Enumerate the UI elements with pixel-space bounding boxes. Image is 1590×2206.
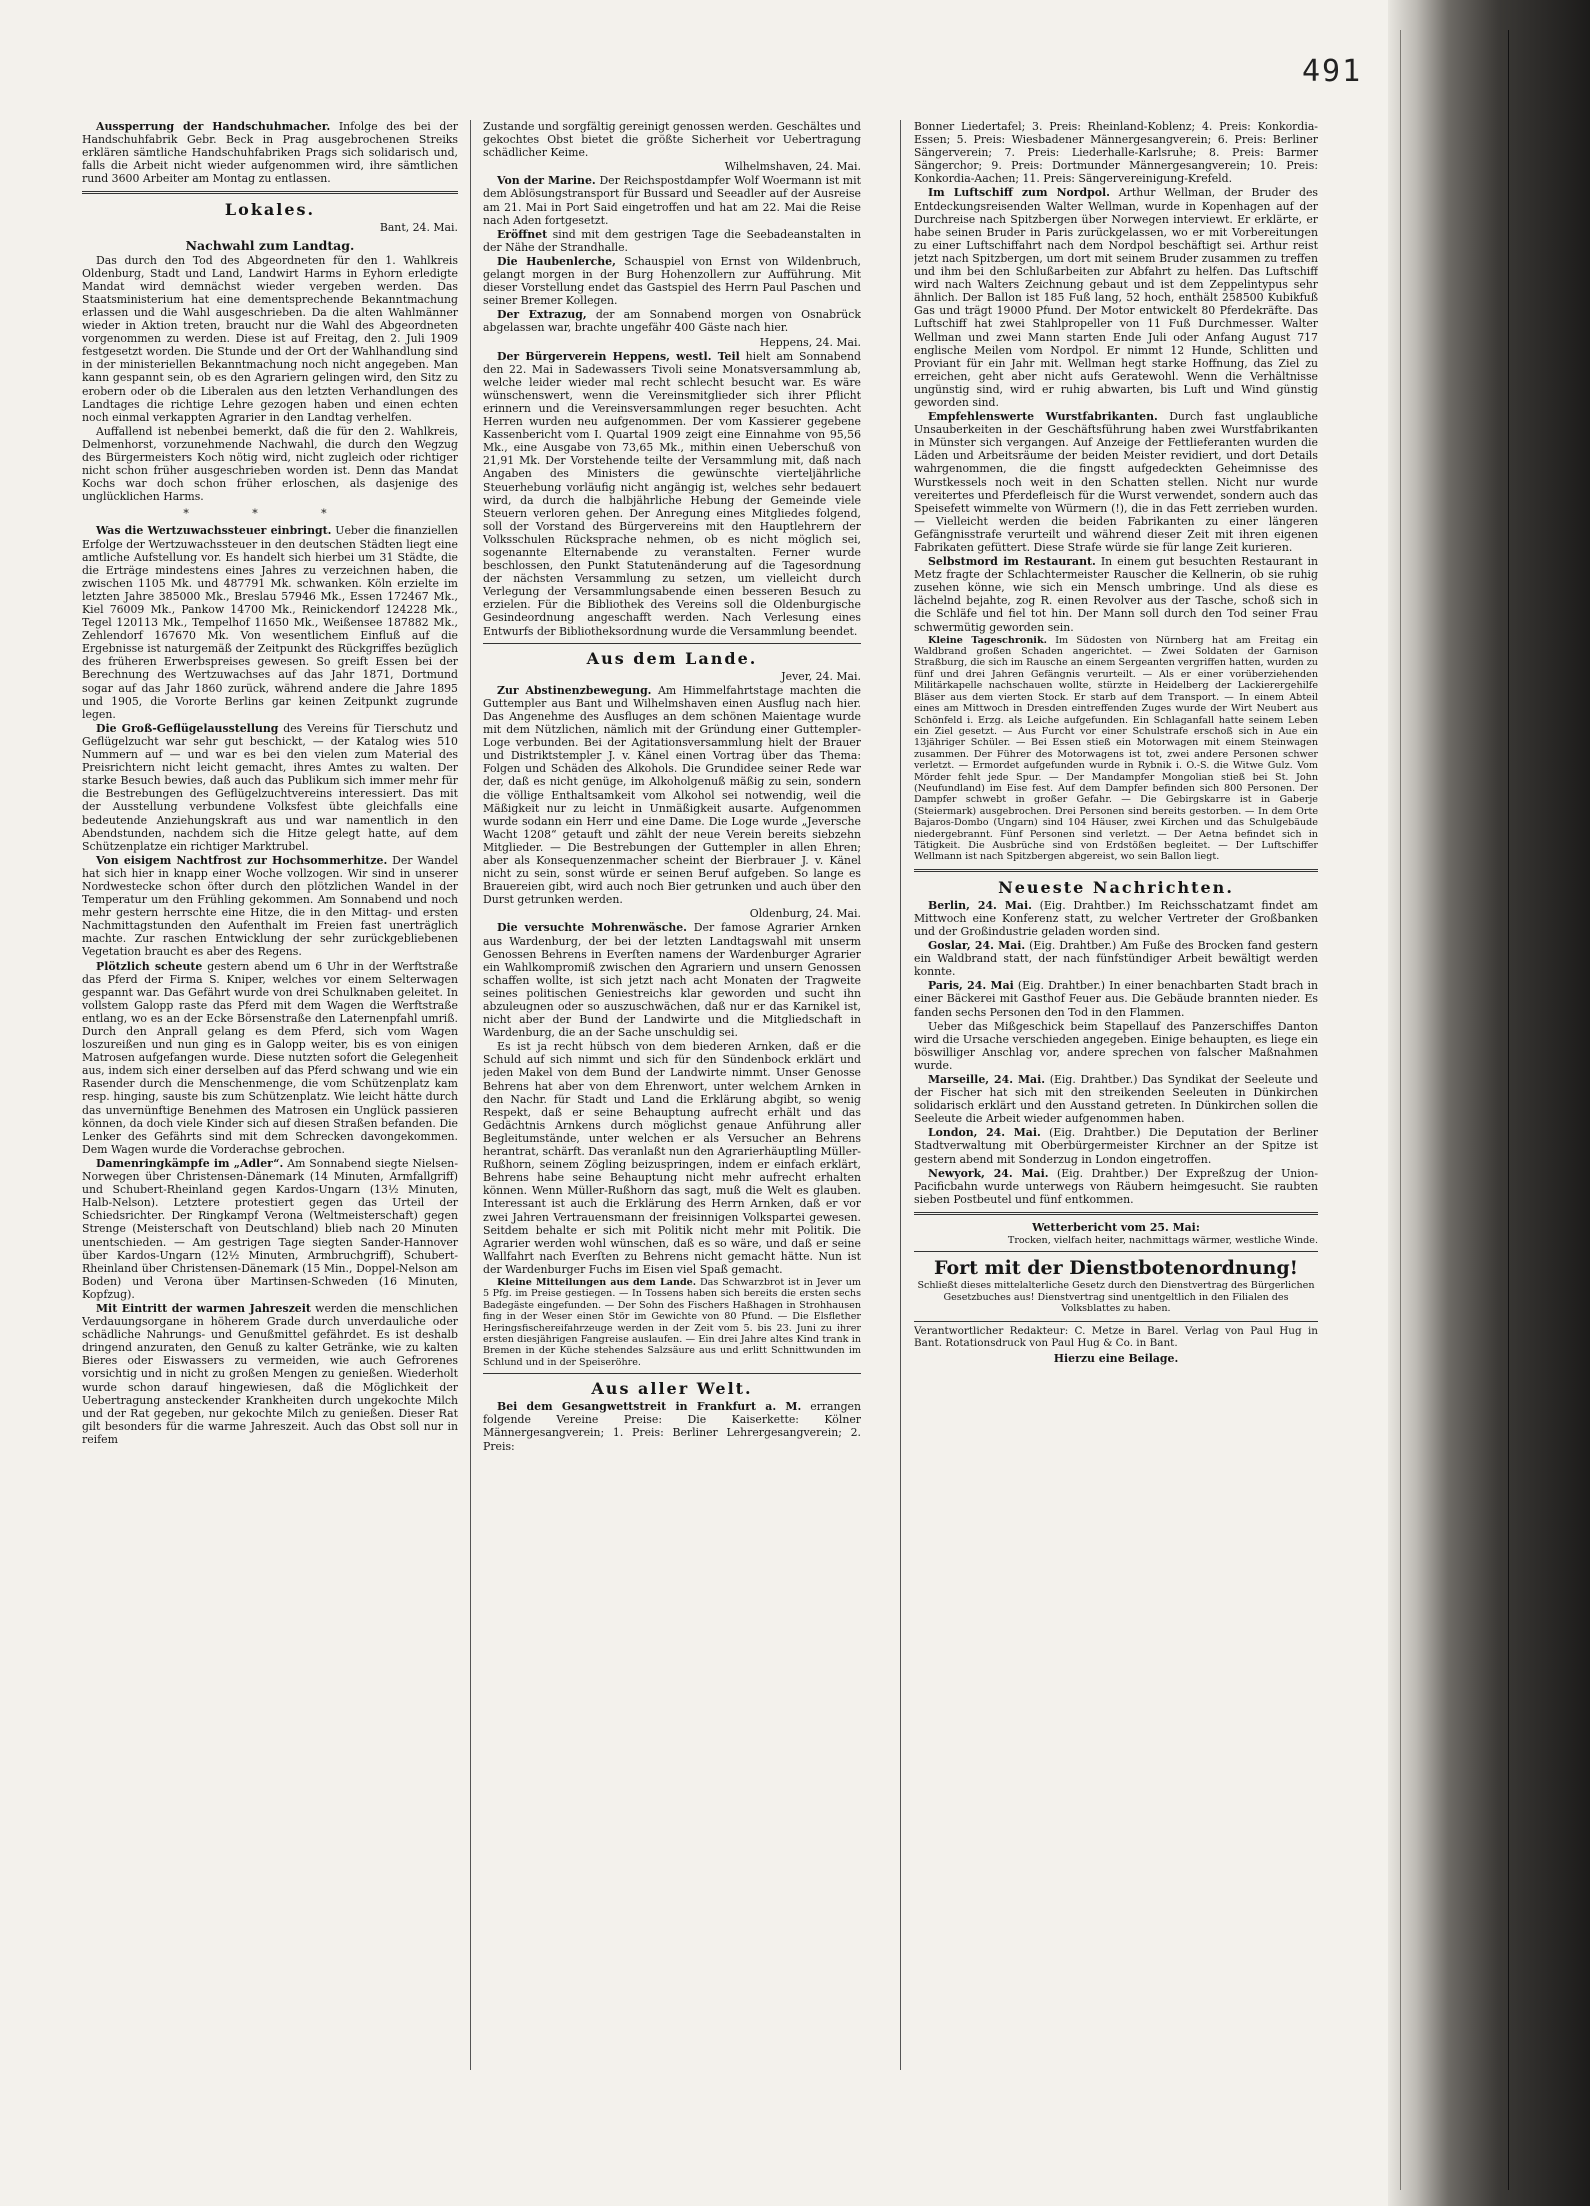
article-body: Schauspiel von Ernst von Wildenbruch, gelangt morgen in der Burg Hohenzollern zur Aufführung. Mit dieser Vorstellung endet das Gastspiel des Herrn Paul Paschen und seiner Bremer Kollegen. (483, 254, 861, 308)
weather-title: Wetterbericht vom 25. Mai: (1032, 1220, 1200, 1234)
divider (914, 869, 1318, 872)
article-aussperrung (82, 120, 458, 185)
news-location: London, 24. Mai. (928, 1126, 1041, 1140)
weather-text: Trocken, vielfach heiter, nachmittags wärmer, westliche Winde. (1007, 1235, 1318, 1247)
article-body: Es ist ja recht hübsch von dem biederen Arnken, daß er die Schuld auf sich nimmt und sich für den Sündenbock erklärt und jeden Makel von dem Bund der Landwirte nimmt. Unser Genosse Behrens hat aber von dem Ehrenwort, unter welchem Arnken in den Nachr. für Stadt und Land die Erklärung abgibt, so wenig Respekt, daß er seine Behauptung aufrecht erhält und das Gedächtnis Arnkens durch möglichst genaue Anführung aller Begleitumstände, unter welchen er als Versucher an Behrens herantrat, schärft. Das veranlaßt nun den Agrarierhäuptling Müller-Rußhorn, seinem Zögling beizuspringen, indem er einfach erklärt, Behrens habe seine Behauptung nicht mehr aufrecht erhalten können. Wenn Müller-Rußhorn das sagt, muß die Welt es glauben. Interessant ist auch die Erklärung des Herrn Arnken, daß er vor zwei Jahren Vertrauensmann der freisinnigen Volkspartei gewesen. Seitdem behalte er sich mit Politik nicht mehr mit Politik. Die Agrarier werden wohl wünschen, daß es so wäre, und daß er seine Wallfahrt nach Everſten zu Behrens nicht gemacht hätte. Nun ist der Wardenburger Fuchs im Eisen viel Spaß gemacht. (483, 1040, 861, 1276)
article-title: Die versuchte Mohrenwäsche. (497, 921, 687, 935)
article-body: gestern abend um 6 Uhr in der Werftstraße das Pferd der Firma S. Kniper, welches vor einem Selterwagen gespannt war. Das Gefährt wurde von drei Schulknaben geleitet. In vollstem Galopp raste das Pferd mit dem Wagen die Werftstraße entlang, wo es an der Ecke Börsenstraße den Laternenpfahl umriß. Durch den Anprall gelang es dem Pferd, sich vom Wagen loszureißen und nun ging es in Galopp weiter, bis es von einigen Matrosen aufgefangen wurde. Diese nutzten sofort die Gelegenheit aus, indem sich einer derselben auf das Pferd schwang und wie ein Rasender durch die Menschenmenge, die vom Schützenplatz kam resp. hinging, sauste bis zum Schützenplatz. Wie leicht hätte durch das unvernünftige Benehmen des Matrosen ein Unglück passieren können, da doch viele Kinder sich auf diesen Straßen befanden. Die Lenker des Gefährts sind mit dem Schrecken davongekommen. Dem Wagen wurde die Vorderachse gebrochen. (82, 959, 458, 1156)
article-title: Bei dem Gesangwettstreit in Frankfurt a. M. (497, 1400, 802, 1414)
article-title: Aussperrung der Handschuhmacher. (96, 120, 331, 133)
divider (82, 191, 458, 194)
article-title: Eröffnet (497, 227, 548, 241)
article-body: Der famose Agrarier Arnken aus Wardenburg, der bei der letzten Landtagswahl mit unserm Genossen Behrens in Everſten namens der Wardenburger Agrarier ein Wahlkompromiß zwischen den Agrariern und unsern Genossen schaffen wollte, ist sich jetzt nach acht Monaten der Tragweite seines politischen Geniestreichs klar geworden und sucht ihn abzuleugnen oder so auszuschwächen, daß nur er das Karnikel ist, nicht aber der Bund der Landwirte und die Mitgliedschaft in Wardenburg, die an der Sache unschuldig sei. (483, 921, 861, 1040)
dateline: Bant, 24. Mai. (379, 221, 458, 235)
article-body: Arthur Wellman, der Bruder des Entdeckungsreisenden Walter Wellman, wurde in Kopenhagen auf der Durchreise nach Spitzbergen über Norwegen interviewt. Er erklärte, er habe seinen Bruder in Paris zurückgelassen, wo er mit Vorbereitungen zu einer Luftschiffahrt nach dem Nordpol beschäftigt sei. Arthur reist jetzt nach Spitzbergen, um dort mit seinem Bruder zusammen zu treffen und ihm bei den Schlußarbeiten zur Abfahrt zu helfen. Das Luftschiff wird nach Walters Zeichnung gebaut und ist dem Zeppelintypus sehr ähnlich. Der Ballon ist 185 Fuß lang, 52 hoch, enthält 258500 Kubikfuß Gas und trägt 19000 Pfund. Der Motor entwickelt 80 Pferdekräfte. Das Luftschiff hat zwei Stahlpropeller von 11 Fuß Durchmesser. Walter Wellman und zwei Mann starten Ende Juli oder Anfang August 717 englische Meilen vom Nordpol. Er nimmt 12 Hunde, Schlitten und Proviant für ein Jahr mit. Wellman hegt starke Hoffnung, das Ziel zu erreichen, geht aber nicht aufs Geratewohl. Wenn die Verhältnisse ungünstig sind, wird er ruhig abwarten, bis Luft und Wind günstig geworden sind. (914, 186, 1318, 409)
article-title: Die Haubenlerche, (497, 254, 616, 268)
dateline: Oldenburg, 24. Mai. (749, 907, 861, 921)
appeal-heading: Fort mit der Dienstbotenordnung! (934, 1257, 1298, 1280)
article-body: Der Wandel hat sich hier in knapp einer Woche vollzogen. Wir sind in unserer Nordwestecke schon öfter durch den plötzlichen Wandel in der Temperatur um den Frühling gekommen. Am Sonnabend und noch mehr gestern herrschte eine Hitze, die in den Mittag- und ersten Nachmittagstunden den Aufenthalt im Freien fast unerträglich machte. Zur raschen Entwicklung der sehr zurückgebliebenen Vegetation braucht es aber des Regens. (82, 853, 458, 959)
imprint: Verantwortlicher Redakteur: C. Metze in Barel. Verlag von Paul Hug in Bant. Rotationsdruck von Paul Hug & Co. in Bant. (914, 1321, 1318, 1350)
article-body: Infolge des bei der Handschuhfabrik Gebr. Beck in Prag ausgebrochenen Streiks erklären sämtliche Handschuhfabriken Prags sich solidarisch und, falls die Arbeit nicht wieder aufgenommen wird, ihre sämtlichen rund 3600 Arbeiter am Montag zu entlassen. (82, 120, 458, 186)
column-3 (914, 120, 1318, 2054)
article-title: Im Luftschiff zum Nordpol. (928, 186, 1110, 200)
news-source: (Eig. Drahtber.) (1056, 1166, 1149, 1180)
article-body: Am Sonnabend siegte Nielsen-Norwegen über Christensen-Dänemark (14 Minuten, Armfallgriff) und Schubert-Rheinland gegen Kardos-Ungarn (13½ Minuten, Halb-Nelson). Letztere protestiert gegen das Urteil der Schiedsrichter. Der Ringkampf Verona (Weltmeisterschaft) gegen Strenge (Meisterschaft von Deutschland) blieb nach 20 Minuten unentschieden. — Am gestrigen Tage siegten Sander-Hannover über Kardos-Ungarn (12½ Minuten, Armbruchgriff), Schubert-Rheinland über Christensen-Dänemark (15 Min., Doppel-Nelson am Boden) und Verona über Martinsen-Schweden (16 Minuten, Kopfzug). (82, 1156, 458, 1301)
news-source: (Eig. Drahtber.) (1039, 898, 1131, 912)
binding-edge (1508, 30, 1509, 2190)
appeal-text: Schließt dieses mittelalterliche Gesetz durch den Dienstvertrag des Bürgerlichen Gesetzbuches aus! Dienstvertrag sind unentgeltlich in den Filialen des Volksblattes zu haben. (917, 1280, 1315, 1315)
article-body: Das Schwarzbrot ist in Jever um 5 Pfg. im Preise gestiegen. — In Tossens haben sich bereits die ersten sechs Badegäste eingefunden. — Der Sohn des Fischers Haßhagen in Strohhausen fing in der Weser einen Stör im Gewichte von 80 Pfund. — Die Elsflether Heringsfischereifahrzeuge werden in der Zeit vom 5. bis 23. Juni zu ihrer ersten diesjährigen Fangreise auslaufen. — Ein drei Jahre altes Kind trank in Bremen in der Küche stehendes Salzsäure aus und erlitt Schnittwunden im Schlund und in der Speiseröhre. (483, 1276, 861, 1368)
article-body: Der Reichspostdampfer Wolf Woermann ist mit dem Ablösungstransport für Bussard und Seeadler auf der Ausreise am 21. Mai in Port Said eingetroffen und hat am 22. Mai die Reise nach Aden fortgesetzt. (483, 174, 861, 227)
article-body: Das durch den Tod des Abgeordneten für den 1. Wahlkreis Oldenburg, Stadt und Land, Landwirt Harms in Eyhorn erledigte Mandat wird demnächst wieder vergeben werden. Das Staatsministerium hat eine dementsprechende Bekanntmachung erlassen und die Wahl ausgeschrieben. Da die alten Wahlmänner wieder in Aktion treten, braucht nur die Wahl des Abgeordneten vorgenommen zu werden. Diese ist auf Freitag, den 2. Juli 1909 festgesetzt worden. Die Stunde und der Ort der Wahlhandlung sind in der ministeriellen Bekanntmachung noch nicht angegeben. Man kann gespannt sein, ob es den Agrariern gelingen wird, den Sitz zu erobern oder ob die Liberalen aus den letzten Verhandlungen des Landtages die richtige Lehre gezogen haben und einen echten noch einmal verkappten Agrarier in den Landtag verhelfen. (82, 253, 458, 424)
article-title: Selbstmord im Restaurant. (928, 555, 1096, 569)
article-heading-nachwahl: Nachwahl zum Landtag. (185, 237, 355, 253)
page-number: 491 (1302, 54, 1363, 89)
supplement-note: Hierzu eine Beilage. (1053, 1352, 1179, 1366)
article-body: errangen folgende Vereine Preise: Die Kaiserkette: Kölner Männergesangverein; 1. Preis: Berliner Lehrergesangverein; 2. Preis: (483, 1400, 861, 1453)
news-location: Berlin, 24. Mai. (928, 898, 1032, 912)
article-title: Empfehlenswerte Wurstfabrikanten. (928, 410, 1158, 424)
article-title: Kleine Mitteilungen aus dem Lande. (497, 1276, 697, 1288)
dateline: Wilhelmshaven, 24. Mai. (724, 160, 861, 174)
dateline: Jever, 24. Mai. (781, 669, 861, 683)
article-body: der am Sonnabend morgen von Osnabrück abgelassen war, brachte ungefähr 400 Gäste nach hier. (483, 308, 861, 335)
article-title: Damenringkämpfe im „Adler“. (96, 1156, 284, 1170)
article-body: Im Reichsschatzamt findet am Mittwoch eine Konferenz statt, zu welcher Vertreter der Großbanken und der Großindustrie geladen worden sind. (914, 898, 1318, 938)
section-heading-neueste: Neueste Nachrichten. (998, 877, 1234, 897)
article-body: Auffallend ist nebenbei bemerkt, daß die für den 2. Wahlkreis, Delmenhorst, vorzunehmende Nachwahl, die durch den Wegzug des Bürgermeisters Koch nötig wird, nicht zugleich oder richtiger nicht schon früher ausgeschrieben worden ist. Denn das Mandat Kochs war doch schon früher erloschen, als dasjenige des unglücklichen Harms. (82, 424, 458, 504)
article-title: Von der Marine. (497, 174, 596, 188)
article-title: Zur Abstinenzbewegung. (497, 683, 652, 697)
column-1 (82, 120, 458, 2042)
divider (483, 643, 861, 644)
article-body: hielt am Sonnabend den 22. Mai in Sadewassers Tivoli seine Monatsversammlung ab, welche leider wieder mal recht schlecht besucht war. Es wäre wünschenswert, wenn die Vereinsmitglieder sich ihrer Pflicht erinnern und die Vereinsversammlungen reger besuchten. Acht Herren wurden neu aufgenommen. Der vom Kassierer gegebene Kassenbericht vom I. Quartal 1909 zeigt eine Einnahme von 95,56 Mk., eine Ausgabe von 73,65 Mk., mithin einen Ueberschuß von 21,91 Mk. Der Vorstehende teilte der Versammlung mit, daß nach Angaben des Ministers die gewünschte vierteljährliche Steuerhebung vorläufig nicht angängig ist, welches sehr bedauert wird, da durch die halbjährliche Hebung der Gemeinde viele Steuern verloren gehen. Der Anregung eines Mitgliedes folgend, soll der Vorstand des Bürgervereins mit den Hauptlehrern der Volksschulen Rücksprache nehmen, ob es nicht möglich sei, sogenannte Elternabende zu veranstalten. Ferner wurde beschlossen, den Punkt Statutenänderung auf die Tagesordnung der nächsten Versammlung zu setzen, um vielleicht durch Verlegung der Versammlungsabende einen besseren Besuch zu erzielen. Für die Bibliothek des Vereins soll die Oldenburgische Gesindeordnung angeschafft werden. Nach Verlesung eines Entwurfs der Bibliotheksordnung wurde die Versammlung beendet. (483, 349, 861, 638)
article-body: In einem gut besuchten Restaurant in Metz fragte der Schlachtermeister Rauscher die Kellnerin, ob sie ruhig zusehen könne, wie sich ein Mensch umbringe. Und als diese es lächelnd bejahte, zog R. einen Revolver aus der Tasche, schoß sich in die Schläfe und fiel tot hin. Der Mann soll durch den Tod seiner Frau schwermütig geworden sein. (914, 555, 1318, 634)
article-body: werden die menschlichen Verdauungsorgane in höherem Grade durch unverdauliche oder schädliche Nahrungs- und Genußmittel gefährdet. Es ist deshalb dringend anzuraten, den Genuß zu kalter Getränke, wie zu kalten Bieres oder Eiswassers zu vermeiden, wie auch Gefrorenes vorsichtig und in nicht zu großen Mengen zu genießen. Wiederholt wurde schon darauf hingewiesen, daß die Möglichkeit der Uebertragung ansteckender Krankheiten durch ungekochte Milch und der Rat gegeben, nur gekochte Milch zu genießen. Dieser Rat gilt besonders für die warme Jahreszeit. Auch das Obst soll nur in reifem (82, 1301, 458, 1446)
article-body: Ueber die finanziellen Erfolge der Wertzuwachssteuer in den deutschen Städten liegt eine amtliche Aufstellung vor. Es handelt sich hierbei um 31 Städte, die die Erträge mindestens eines Jahres zu verzeichnen haben, die zwischen 1105 Mk. und 487791 Mk. schwanken. Köln erzielte im letzten Jahre 385000 Mk., Breslau 57946 Mk., Essen 172467 Mk., Kiel 76009 Mk., Pankow 14700 Mk., Reinickendorf 124228 Mk., Tegel 120113 Mk., Tempelhof 11650 Mk., Weißensee 187882 Mk., Zehlendorf 167670 Mk. Von wesentlichem Einfluß auf die Ergebnisse ist naturgemäß der Zeitpunkt des Rückgriffes bezüglich des früheren Erwerbspreises gewesen. So greift Essen bei der Berechnung des Wertzuwachses auf das Jahr 1871, Dortmund sogar auf das Jahr 1860 zurück, während andere die Jahre 1895 und 1905, die Vororte Berlins gar keinen Zeitpunkt zugrunde legen. (82, 524, 458, 721)
article-body: sind mit dem gestrigen Tage die Seebadeanstalten in der Nähe der Strandhalle. (483, 227, 861, 254)
article-body: Durch fast unglaubliche Unsauberkeiten in der Geschäftsführung haben zwei Wurstfabrikanten in Münster sich vergangen. Auf Anzeige der Fettlieferanten wurden die Läden und Arbeitsräume der beiden Meister revidiert, und dort Details wahrgenommen, die die fingstt aufgedeckten Geheimnisse des Wurstkessels noch weit in den Schatten stellen. Nicht nur wurde vereitertes und Pferdefleisch für die Wurst verwendet, sondern auch das Speisefett wimmelte von Würmern (!), die in das Fett zerrieben wurden. — Vielleicht werden die beiden Fabrikanten zu einer längeren Gefängnisstrafe verurteilt und während dieser Zeit mit ihren eigenen Fabrikaten gefüttert. Diese Strafe würde sie für lange Zeit kurieren. (914, 410, 1318, 554)
article-body: Am Himmelfahrtstage machten die Guttempler aus Bant und Wilhelmshaven einen Ausflug nach hier. Das Angenehme des Ausfluges an dem schönen Maientage wurde mit dem Nützlichen, nämlich mit der Gründung einer Guttempler-Loge verbunden. Bei der Agitationsversammlung hielt der Brauer und Distriktstempler J. v. Känel einen Vortrag über das Thema: Folgen und Schäden des Alkohols. Die Grundidee seiner Rede war der, daß es nicht genüge, im Alkoholgenuß mäßig zu sein, sondern die völlige Enthaltsamkeit vom Alkohol sei notwendig, weil die Mäßigkeit nur zu leicht in Unmäßigkeit ausarte. Aufgenommen wurde sodann ein Herr und eine Dame. Die Loge wurde „Jeversche Wacht 1208“ getauft und zählt der neue Verein bereits siebzehn Mitglieder. — Die Bestrebungen der Guttempler in allen Ehren; aber als Konsequenzenmacher scheint der Bierbrauer J. v. Känel nicht zu sein, sonst würde er seinen Beruf aufgeben. So lange es Brauereien gibt, wird auch noch Bier getrunken und auch über den Durst getrunken werden. (483, 683, 861, 907)
news-location: Paris, 24. Mai (928, 979, 1014, 993)
news-source: (Eig. Drahtber.) (1049, 1126, 1141, 1140)
article-title: Der Bürgerverein Heppens, westl. Teil (497, 349, 740, 363)
book-binding (1388, 0, 1590, 2206)
article-body: In einer benachbarten Stadt brach in einer Bäckerei mit Gasthof Feuer aus. Die Gebäude brannten nieder. Es fanden sechs Personen den Tod in den Flammen. (914, 979, 1318, 1019)
article-title: Mit Eintritt der warmen Jahreszeit (96, 1301, 311, 1315)
article-title: Was die Wertzuwachssteuer einbringt. (96, 524, 332, 538)
news-source: (Eig. Drahtber.) (1029, 939, 1117, 953)
article-body: Das Syndikat der Seeleute und der Fischer hat sich mit den streikenden Seeleuten in Dünkirchen solidarisch erklärt und den Ausstand getreten. In Dünkirchen sollen die Seeleute die Arbeit wieder aufgenommen haben. (914, 1073, 1318, 1126)
article-body: Ueber das Mißgeschick beim Stapellauf des Panzerschiffes Danton wird die Ursache verschieden angegeben. Einige behaupten, es liege ein böswilliger Anschlag vor, andere sprechen von falscher Maßnahmen wurde. (914, 1019, 1318, 1072)
article-body: Am Fuße des Brocken fand gestern ein Waldbrand statt, der nach fünfstündiger Arbeit bewältigt werden konnte. (914, 939, 1318, 979)
section-heading-lokales: Lokales. (224, 200, 316, 220)
divider (483, 1373, 861, 1374)
article-body: Zustande und sorgfältig gereinigt genossen werden. Geschältes und gekochtes Obst bietet die größte Sicherheit vor Uebertragung schädlicher Keime. (483, 120, 861, 160)
article-body: Der Expreßzug der Union-Pacificbahn wurde unterwegs von Räubern heimgesucht. Sie raubten sieben Postbeutel und fünf entkommen. (914, 1166, 1318, 1206)
article-title: Der Extrazug, (497, 308, 587, 322)
star-divider: * * * (183, 507, 357, 521)
article-body: Im Südosten von Nürnberg hat am Freitag ein Waldbrand großen Schaden angerichtet. — Zwei Soldaten der Garnison Straßburg, die sich im Rausche an einem Sergeanten vergriffen hatten, wurden zu fünf und drei Jahren Gefängnis verurteilt. — Als er einer vorüberziehenden Militärkapelle nachschauen wollte, stürzte in Heidelberg der Lackierergehilfe Bläser aus dem vierten Stock. Er starb auf dem Transport. — In einem Abteil eines am Mittwoch in Dresden eintreffenden Zuges wurde der Wirt Neubert aus Schönfeld i. Erzg. als Leiche aufgefunden. Ein Schlaganfall hatte seinem Leben ein Ziel gesetzt. — Aus Furcht vor einer Schulstrafe erschoß sich in Aue ein 13jähriger Schüler. — Bei Essen stieß ein Motorwagen mit einem Steinwagen zusammen. Der Führer des Motorwagens ist tot, zwei andere Personen schwer verletzt. — Ermordet aufgefunden wurde in Rybnik i. O.-S. die Witwe Gulz. Vom Mörder fehlt jede Spur. — Der Mandampfer Mongolian stieß bei St. John (Neufundland) im Eise fest. Auf dem Dampfer befinden sich 800 Personen. Der Dampfer schwebt in großer Gefahr. — Die Gebirgskarre ist in Gaberje (Steiermark) ausgebrochen. Drei Personen sind bereits gestorben. — In dem Orte Bajaros-Dombo (Ungarn) sind 104 Häuser, zwei Kirchen und das Schulgebäude niedergebrannt. Fünf Personen sind verletzt. — Der Aetna befindet sich in Tätigkeit. Die Ausbrüche sind von Erdstößen begleitet. — Der Luftschiffer Wellmann ist nach Spitzbergen abgereist, wo sein Ballon liegt. (914, 634, 1318, 863)
article-title: Die Groß-Geflügelausstellung (96, 721, 279, 735)
divider (914, 1212, 1318, 1215)
article-title: Kleine Tageschronik. (928, 634, 1047, 646)
article-body: des Vereins für Tierschutz und Geflügelzucht war sehr gut beschickt, — der Katalog wies 510 Nummern auf — und war es bei den vielen zum Material des Preisrichtern nicht leicht gemacht, ihres Amtes zu walten. Der starke Besuch bewies, daß auch das Publikum sich immer mehr für die Bestrebungen des Geflügelzuchtvereins interessiert. Das mit der Ausstellung verbundene Volksfest übte gleichfalls eine bedeutende Anziehungskraft aus und war namentlich in den Abendstunden, nachdem sich die Hitze gelegt hatte, auf dem Schützenplatze ein richtiger Marktrubel. (82, 721, 458, 853)
divider (914, 1251, 1318, 1252)
column-rule (900, 120, 901, 2070)
dateline: Heppens, 24. Mai. (759, 335, 861, 349)
news-source: (Eig. Drahtber.) (1017, 979, 1106, 993)
news-location: Newyork, 24. Mai. (928, 1166, 1049, 1180)
article-body: Bonner Liedertafel; 3. Preis: Rheinland-Koblenz; 4. Preis: Konkordia-Essen; 5. Preis: Wiesbadener Männergesangverein; 6. Preis: Berliner Sängerverein; 7. Preis: Liederhalle-Karlsruhe; 8. Preis: Barmer Sängerchor; 9. Preis: Dortmunder Männergesangverein; 10. Preis: Konkordia-Aachen; 11. Preis: Sängervereinigung-Krefeld. (914, 120, 1318, 186)
section-heading-lande: Aus dem Lande. (586, 648, 758, 668)
article-title: Plötzlich scheute (96, 959, 203, 973)
section-heading-welt: Aus aller Welt. (591, 1379, 753, 1399)
news-location: Marseille, 24. Mai. (928, 1073, 1046, 1086)
binding-edge (1400, 30, 1401, 2190)
column-rule (470, 120, 471, 2070)
news-location: Goslar, 24. Mai. (928, 939, 1026, 953)
news-source: (Eig. Drahtber.) (1049, 1073, 1138, 1086)
column-2 (483, 120, 861, 2050)
article-title: Von eisigem Nachtfrost zur Hochsommerhitze. (96, 853, 388, 867)
article-body: Die Deputation der Berliner Stadtverwaltung mit Oberbürgermeister Kirchner an der Spitze ist gestern abend mit Sonderzug in London eingetroffen. (914, 1126, 1318, 1166)
